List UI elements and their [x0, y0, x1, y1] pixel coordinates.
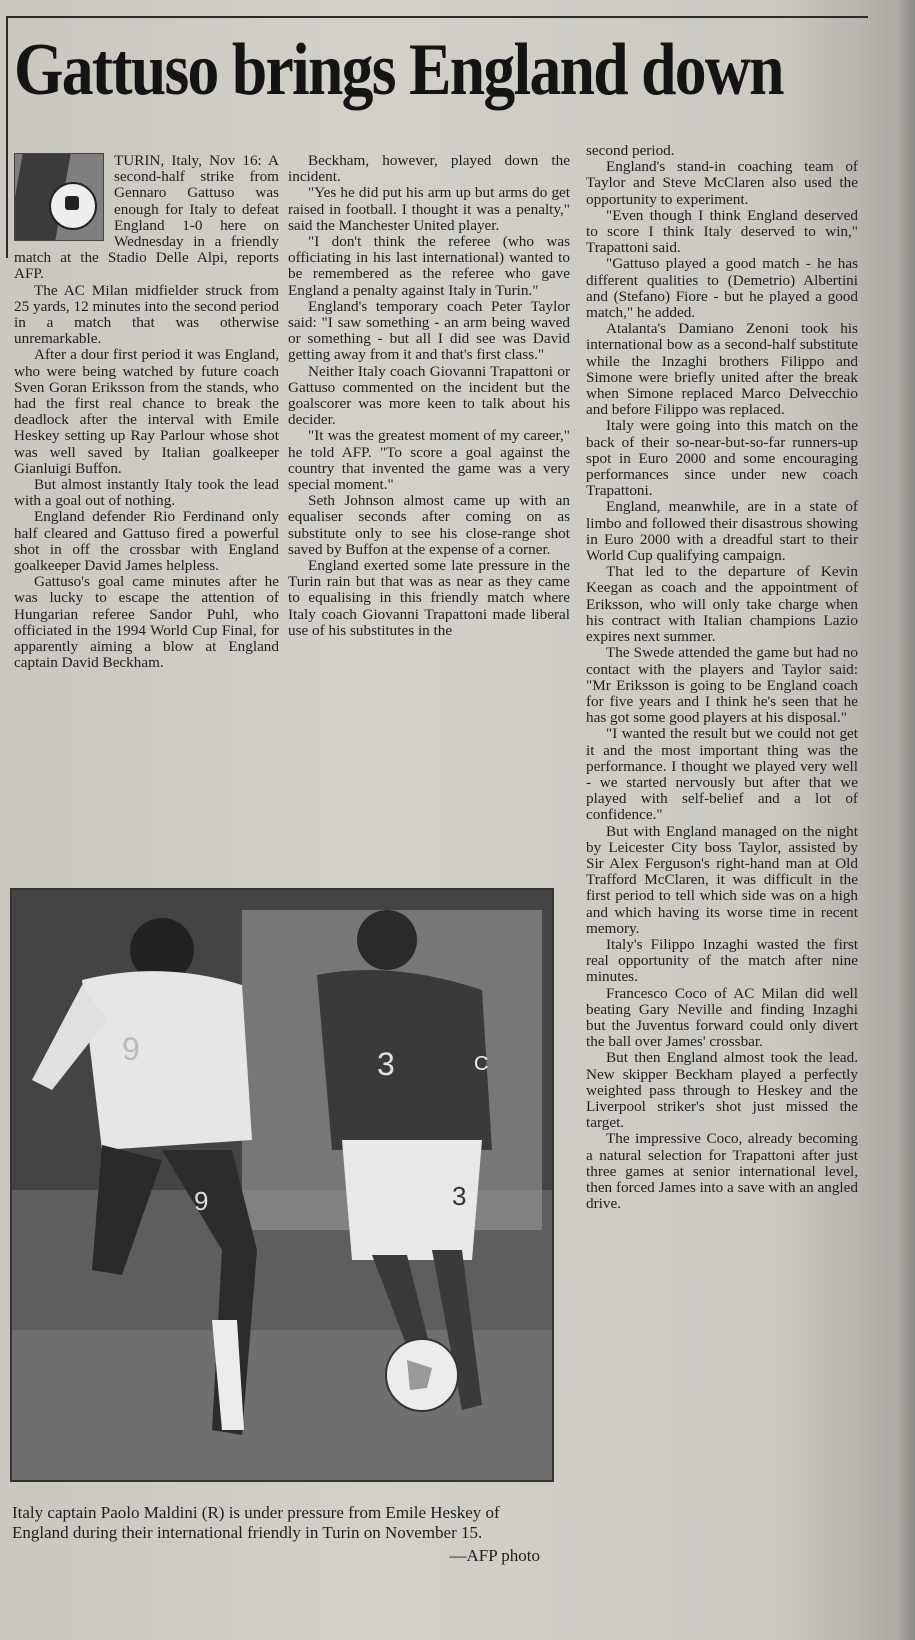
- captain-armband-text: C: [474, 1053, 489, 1075]
- football-thumbnail-image: [14, 153, 104, 241]
- paragraph: The AC Milan midfielder struck from 25 yards, 12 minutes into the second period in a match that was otherwise unremarkable.: [14, 281, 279, 348]
- paragraph: England exerted some late pressure in the Turin rain but that was as near as they came to equalising in this friendly match where Italy coach Giovanni Trapattoni made liberal use of his substitutes in the: [288, 557, 570, 639]
- paragraph: "It was the greatest moment of my career," he told AFP. "To score a goal against the country that invented the game was a very special moment.": [288, 427, 570, 494]
- column-1: [14, 153, 279, 672]
- paragraph: After a dour first period it was England, who were being watched by future coach Sven Goran Eriksson from the stands, who had the first real chance to break the deadlock after the interval with Emile Heskey setting up Ray Parlour whose shot was well saved by Italian goalkeeper Gianluigi Buffon.: [14, 346, 279, 477]
- shorts-number-text: 9: [194, 1186, 209, 1216]
- paragraph: But then England almost took the lead. New skipper Beckham played a perfectly weighted pass through to Heskey and the Liverpool striker's shot just missed the target.: [586, 1049, 858, 1132]
- paragraph: TURIN, Italy, Nov 16: A second-half strike from Gennaro Gattuso was enough for Italy to defeat England 1-0 here on Wednesday in a friendly match at the Stadio Delle Alpi, reports AFP.: [14, 152, 279, 283]
- paragraph: Italy's Filippo Inzaghi wasted the first real opportunity of the match after nine minutes.: [586, 935, 858, 986]
- photo-caption: Italy captain Paolo Maldini (R) is under pressure from Emile Heskey of England during their international friendly in Turin on November 15.: [12, 1503, 500, 1542]
- paragraph: Italy were going into this match on the back of their so-near-but-so-far runners-up spot in Euro 2000 and some encouraging performances since under new coach Trapattoni.: [586, 417, 858, 500]
- paragraph: "Gattuso played a good match - he has different qualities to (Demetrio) Albertini and (Stefano) Fiore - but he played a good match," he added.: [586, 255, 858, 322]
- paragraph: Beckham, however, played down the incident.: [288, 152, 570, 186]
- paragraph: Seth Johnson almost came up with an equaliser seconds after coming on as substitute only to see his close-range shot saved by Buffon at the expense of a corner.: [288, 492, 570, 558]
- paragraph: But almost instantly Italy took the lead with a goal out of nothing.: [14, 476, 279, 510]
- match-photo: [10, 888, 554, 1482]
- paragraph: The Swede attended the game but had no contact with the players and Taylor said: "Mr Eriksson is going to be England coach for five years and I think he's seen that he has got some good players at his disposal.": [586, 644, 858, 727]
- paragraph: England, meanwhile, are in a state of limbo and followed their disastrous showing in Euro 2000 with a dreadful start to their World Cup qualifying campaign.: [586, 498, 858, 565]
- paragraph: England's stand-in coaching team of Taylor and Steve McClaren also used the opportunity to experiment.: [586, 158, 858, 208]
- paragraph: "Even though I think England deserved to score I think Italy deserved to win," Trapattoni said.: [586, 206, 858, 257]
- top-rule: [6, 16, 868, 18]
- football-icon: [386, 1339, 458, 1411]
- paragraph: second period.: [586, 142, 675, 159]
- shorts-number-text: 3: [452, 1181, 467, 1211]
- paragraph: The impressive Coco, already becoming a natural selection for Trapattoni after just three games at senior international level, then forced James into a save with an angled drive.: [586, 1130, 858, 1213]
- paragraph: Francesco Coco of AC Milan did well beating Gary Neville and finding Inzaghi but the Juventus forward could only divert the ball over James' crossbar.: [586, 984, 858, 1051]
- paragraph: England defender Rio Ferdinand only half cleared and Gattuso fired a powerful shot in off the crossbar with England goalkeeper David James helpless.: [14, 508, 279, 575]
- headline: Gattuso brings England down: [14, 29, 783, 111]
- paragraph: Atalanta's Damiano Zenoni took his international bow as a second-half substitute while the Inzaghi brothers Filippo and Simone were briefly united after the break when Simone replaced Marco Delvecchio and before Filippo was replaced.: [586, 320, 858, 419]
- paragraph: "I don't think the referee (who was officiating in his last international) wanted to be remembered as the referee who gave England a penalty against Italy in Turin.": [288, 233, 570, 299]
- paragraph: Neither Italy coach Giovanni Trapattoni or Gattuso commented on the incident but the goalscorer was more keen to talk about his decider.: [288, 362, 570, 429]
- page-edge-shadow: [893, 0, 915, 1640]
- paragraph: That led to the departure of Kevin Keegan as coach and the appointment of Eriksson, who will only take charge when his contract with Italian champions Lazio expires next summer.: [586, 563, 858, 646]
- paragraph: England's temporary coach Peter Taylor said: "I saw something - an arm being waved or something - but all I did see was David getting away from it and that's first class.": [288, 297, 570, 364]
- shirt-number-text: 9: [122, 1031, 140, 1067]
- paragraph: Gattuso's goal came minutes after he was lucky to escape the attention of Hungarian referee Sandor Puhl, who officiated in the 1994 World Cup Final, for apparently aiming a blow at England captain David Beckham.: [14, 573, 279, 672]
- paragraph: "I wanted the result but we could not get it and the most important thing was the performance. I thought we played very well - we started nervously but after that we played with self-belief and a lot of confidence.": [586, 725, 858, 824]
- photo-credit: —AFP photo: [449, 1546, 540, 1565]
- paragraph: "Yes he did put his arm up but arms do get raised in football. I thought it was a penalty," said the Manchester United player.: [288, 184, 570, 234]
- football-icon: [49, 182, 97, 230]
- shirt-number-text: 3: [377, 1046, 395, 1082]
- paragraph: But with England managed on the night by Leicester City boss Taylor, assisted by Sir Alex Ferguson's right-hand man at Old Trafford McClaren, it was difficult in the first period to tell which side was on a high and which having its worse time in recent memory.: [586, 822, 858, 937]
- column-3: [586, 143, 858, 1212]
- match-photo-illustration: [12, 890, 552, 1480]
- column-2: [288, 153, 570, 639]
- left-rule: [6, 18, 8, 258]
